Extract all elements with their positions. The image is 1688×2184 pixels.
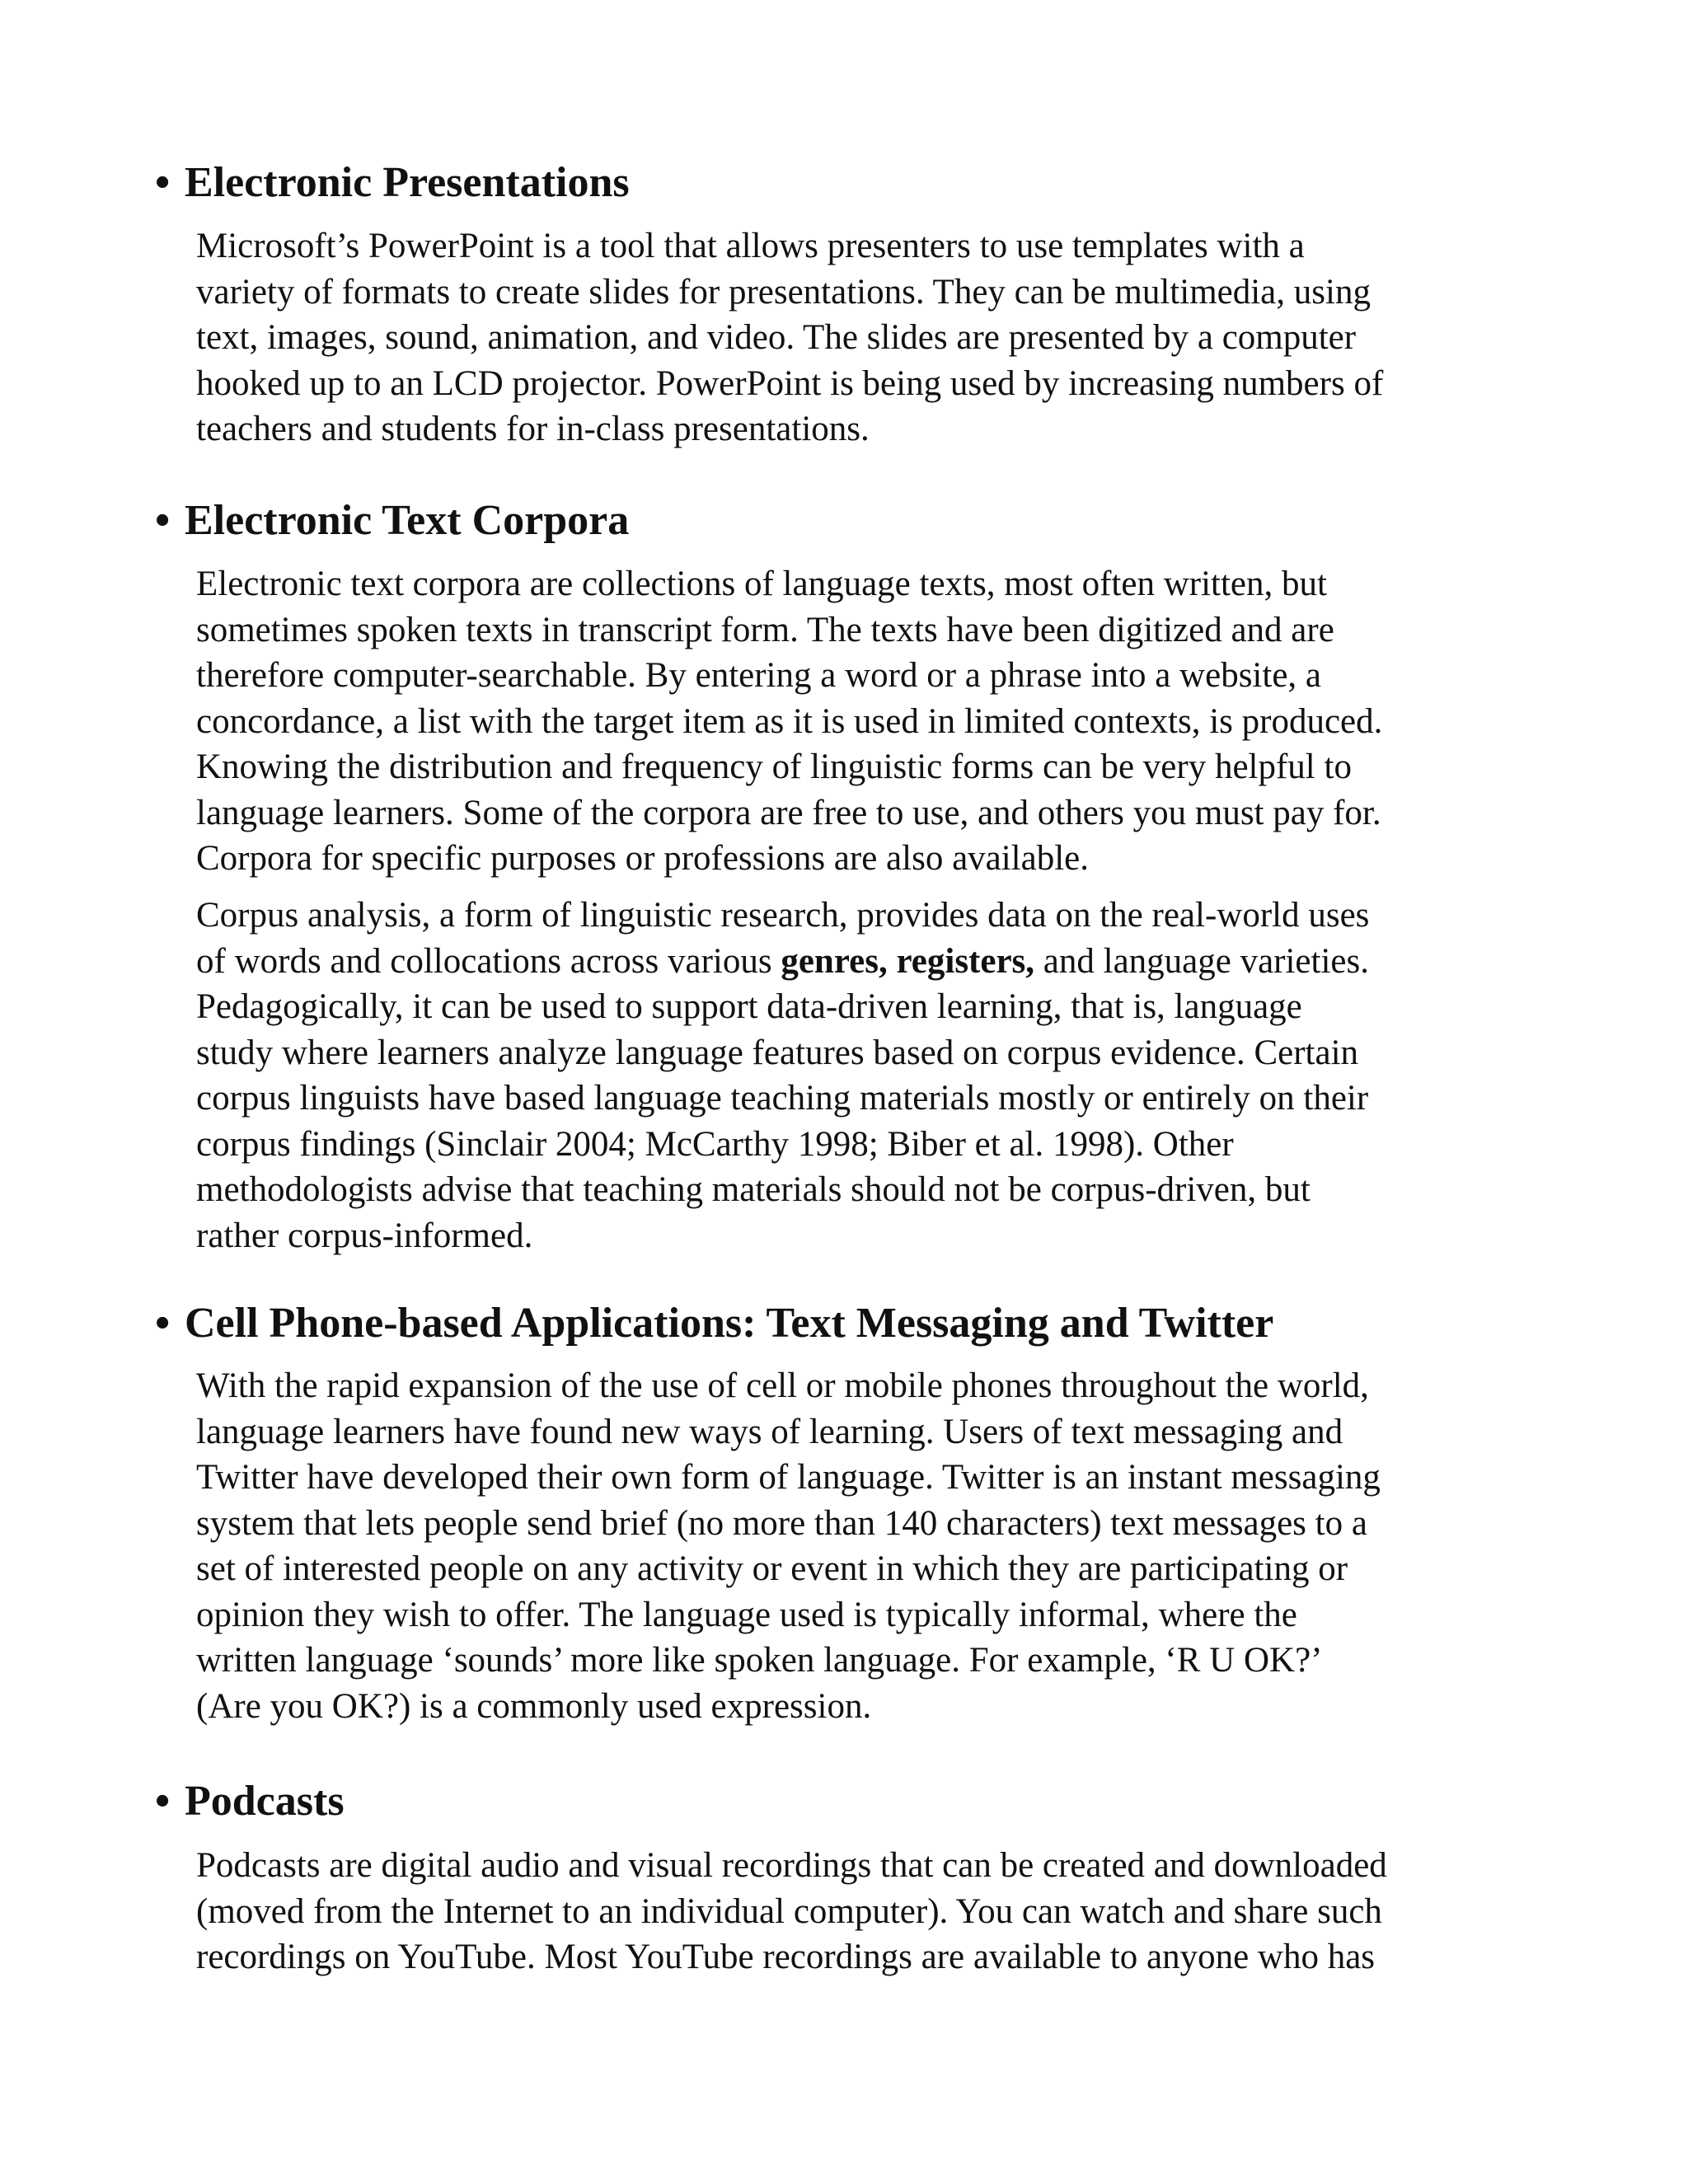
text-line: variety of formats to create slides for presentations. They can be multimedia, using — [196, 272, 1371, 312]
text-line: Podcasts are digital audio and visual recordings that can be created and downloaded — [196, 1846, 1387, 1885]
text-line: teachers and students for in-class presentations. — [196, 410, 870, 448]
paragraph-corpus-analysis — [196, 893, 1369, 1258]
text-line-with-bold — [196, 939, 1369, 985]
paragraph-cell-phone-applications — [196, 1363, 1381, 1729]
section-heading-cell-phone-applications — [155, 1299, 1273, 1348]
text-line: Corpora for specific purposes or professions are also available. — [196, 839, 1089, 878]
text-line: Electronic text corpora are collections of language texts, most often written, but — [196, 565, 1327, 603]
paragraph-electronic-presentations — [196, 223, 1383, 452]
heading-text: Electronic Text Corpora — [185, 497, 630, 544]
text-line: system that lets people send brief (no more than 140 characters) text messages to a — [196, 1503, 1367, 1543]
text-line: therefore computer-searchable. By entering a word or a phrase into a website, a — [196, 656, 1321, 695]
text-line: Twitter have developed their own form of language. Twitter is an instant messaging — [196, 1458, 1381, 1497]
section-heading-electronic-presentations — [155, 158, 630, 208]
text-line: text, images, sound, animation, and video. The slides are presented by a computer — [196, 318, 1357, 357]
bullet-icon: • — [155, 1300, 171, 1347]
section-heading-podcasts — [155, 1777, 345, 1826]
text-line: Pedagogically, it can be used to support data-driven learning, that is, language — [196, 987, 1302, 1026]
text-line: (moved from the Internet to an individual computer). You can watch and share such — [196, 1891, 1382, 1931]
text-line: (Are you OK?) is a commonly used expression. — [196, 1686, 872, 1726]
bullet-icon: • — [155, 497, 171, 544]
bullet-icon: • — [155, 1778, 171, 1825]
text-line: opinion they wish to offer. The language used is typically informal, where the — [196, 1595, 1297, 1634]
text-line: recordings on YouTube. Most YouTube recordings are available to anyone who has — [196, 1938, 1376, 1976]
text-line: Microsoft’s PowerPoint is a tool that allows presenters to use templates with a — [196, 227, 1305, 265]
text-line: language learners. Some of the corpora are free to use, and others you must pay for. — [196, 793, 1381, 832]
text-line: methodologists advise that teaching materials should not be corpus-driven, but — [196, 1170, 1311, 1209]
paragraph-podcasts — [196, 1843, 1387, 1980]
text-run: and language varieties. — [1034, 941, 1369, 981]
text-line: sometimes spoken texts in transcript form. The texts have been digitized and are — [196, 610, 1334, 649]
text-line: set of interested people on any activity or event in which they are participating or — [196, 1549, 1348, 1588]
text-line: language learners have found new ways of learning. Users of text messaging and — [196, 1412, 1343, 1451]
text-line: hooked up to an LCD projector. PowerPoint is being used by increasing numbers of — [196, 363, 1384, 403]
text-line: With the rapid expansion of the use of cell or mobile phones throughout the world, — [196, 1366, 1369, 1405]
heading-text: Podcasts — [185, 1778, 345, 1825]
text-line: corpus findings (Sinclair 2004; McCarthy 1998; Biber et al. 1998). Other — [196, 1124, 1234, 1164]
text-line: study where learners analyze language features based on corpus evidence. Certain — [196, 1033, 1359, 1072]
text-line: rather corpus-informed. — [196, 1216, 533, 1255]
text-line: written language ‘sounds’ more like spoken language. For example, ‘R U OK?’ — [196, 1641, 1323, 1680]
text-line: corpus linguists have based language teaching materials mostly or entirely on their — [196, 1079, 1369, 1118]
text-line: Knowing the distribution and frequency of linguistic forms can be very helpful to — [196, 748, 1352, 786]
section-heading-electronic-text-corpora — [155, 496, 629, 546]
bullet-icon: • — [155, 159, 171, 206]
paragraph-corpora-definition — [196, 561, 1382, 882]
text-line: concordance, a list with the target item as it is used in limited contexts, is produced. — [196, 701, 1383, 741]
bold-term: genres, registers, — [781, 941, 1035, 981]
heading-text: Cell Phone-based Applications: Text Messaging and Twitter — [185, 1300, 1274, 1347]
text-line: Corpus analysis, a form of linguistic research, provides data on the real-world uses — [196, 896, 1370, 935]
text-run: of words and collocations across various — [196, 941, 781, 981]
heading-text: Electronic Presentations — [185, 159, 630, 206]
